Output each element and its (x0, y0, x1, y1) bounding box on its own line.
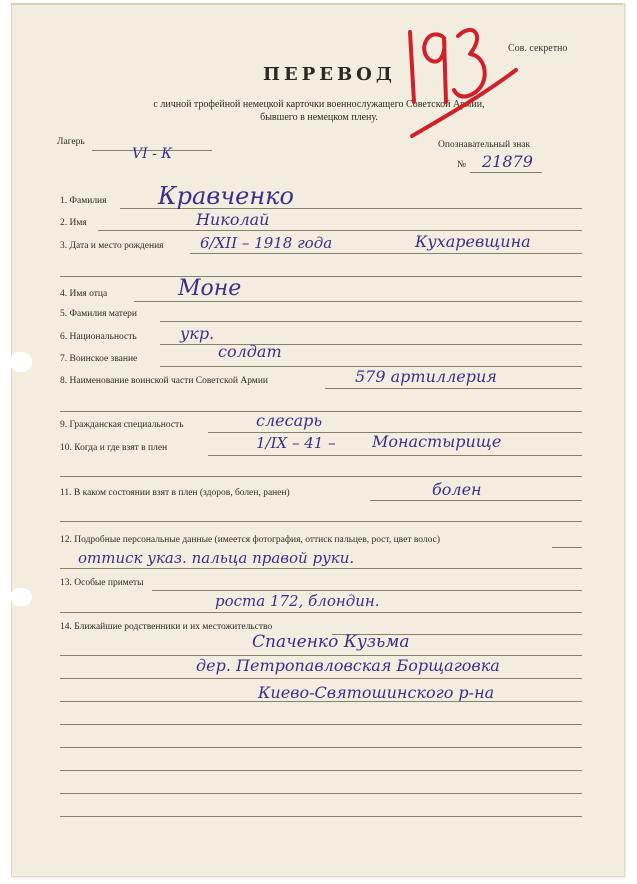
id-mark-label: Опознавательный знак (438, 140, 531, 150)
camp-value: VI - К (132, 146, 173, 162)
field-captured-line (208, 455, 582, 456)
field-rank-value: солдат (218, 342, 282, 361)
id-mark-number-label: № (457, 160, 467, 170)
field-relatives-line-7 (60, 770, 582, 771)
field-unit-value: 579 артиллерия (355, 367, 497, 386)
field-surname-value: Кравченко (158, 182, 294, 210)
field-father-line (134, 301, 582, 302)
id-mark-line (470, 172, 542, 173)
field-relatives-district-value: Киево-Святошинского р-на (258, 683, 495, 702)
field-name-line (98, 230, 582, 231)
paper-edge (11, 3, 623, 5)
field-relatives-line-4 (60, 701, 582, 702)
document-title: ПЕРЕВОД (263, 64, 396, 85)
field-condition-value: болен (432, 480, 482, 499)
field-birth-label: 3. Дата и место рождения (60, 241, 164, 251)
field-condition-line-2 (60, 521, 582, 522)
field-nationality-label: 6. Национальность (60, 332, 137, 342)
field-relatives-value: Спаченко Кузьма (252, 632, 410, 652)
classification-mark: Сов. секретно (508, 43, 568, 54)
field-features-value: роста 172, блондин. (215, 592, 380, 610)
field-personal-line-2 (60, 568, 582, 569)
field-specialty-label: 9. Гражданская специальность (60, 420, 184, 430)
field-father-value: Моне (178, 276, 242, 301)
camp-label: Лагерь (57, 137, 85, 147)
field-surname-label: 1. Фамилия (60, 196, 107, 206)
field-specialty-value: слесарь (256, 411, 323, 430)
field-relatives-line-5 (60, 724, 582, 725)
field-condition-line (370, 500, 582, 501)
field-captured-label: 10. Когда и где взят в плен (60, 443, 168, 453)
field-birth-place-value: Кухаревщина (415, 232, 531, 251)
field-unit-line (325, 388, 582, 389)
id-mark-value: 21879 (482, 152, 533, 171)
field-captured-line-2 (60, 476, 582, 477)
field-birth-line (190, 253, 582, 254)
field-features-line (152, 590, 582, 591)
field-captured-date-value: 1/IX – 41 – (256, 434, 336, 452)
field-name-value: Николай (196, 210, 270, 229)
punch-hole-bottom (10, 588, 32, 606)
red-number-stamp (400, 14, 530, 139)
field-birth-line-2 (60, 276, 582, 277)
field-relatives-line-8 (60, 793, 582, 794)
field-relatives-address-value: дер. Петропавловская Борщаговка (196, 656, 500, 675)
document-subtitle-line1: с личной трофейной немецкой карточки военнослужащего Советской Армии, (153, 99, 485, 110)
punch-hole-top (10, 352, 32, 372)
field-captured-place-value: Монастырище (372, 432, 502, 451)
field-relatives-line-3 (60, 678, 582, 679)
field-relatives-label: 14. Ближайшие родственники и их местожительство (60, 622, 273, 632)
field-birth-date-value: 6/XII – 1918 года (200, 234, 333, 252)
field-unit-label: 8. Наименование воинской части Советской Армии (60, 376, 268, 386)
stamp-number-text: 913 (400, 14, 402, 15)
field-mother-line (160, 321, 582, 322)
field-personal-label: 12. Подробные персональные данные (имеется фотография, оттиск пальцев, рост, цвет волос) (60, 535, 440, 545)
field-condition-label: 11. В каком состоянии взят в плен (здоров, болен, ранен) (60, 488, 290, 498)
field-personal-value: оттиск указ. пальца правой руки. (78, 549, 355, 567)
field-nationality-value: укр. (180, 324, 215, 343)
field-mother-label: 5. Фамилия матери (60, 309, 138, 319)
document-subtitle-line2: бывшего в немецком плену. (260, 112, 378, 123)
field-name-label: 2. Имя (60, 218, 87, 228)
field-personal-line (552, 547, 582, 548)
field-features-label: 13. Особые приметы (60, 578, 144, 588)
field-relatives-line-6 (60, 747, 582, 748)
field-father-label: 4. Имя отца (60, 289, 108, 299)
field-features-line-2 (60, 612, 582, 613)
field-rank-label: 7. Воинское звание (60, 354, 138, 364)
field-relatives-line-9 (60, 816, 582, 817)
